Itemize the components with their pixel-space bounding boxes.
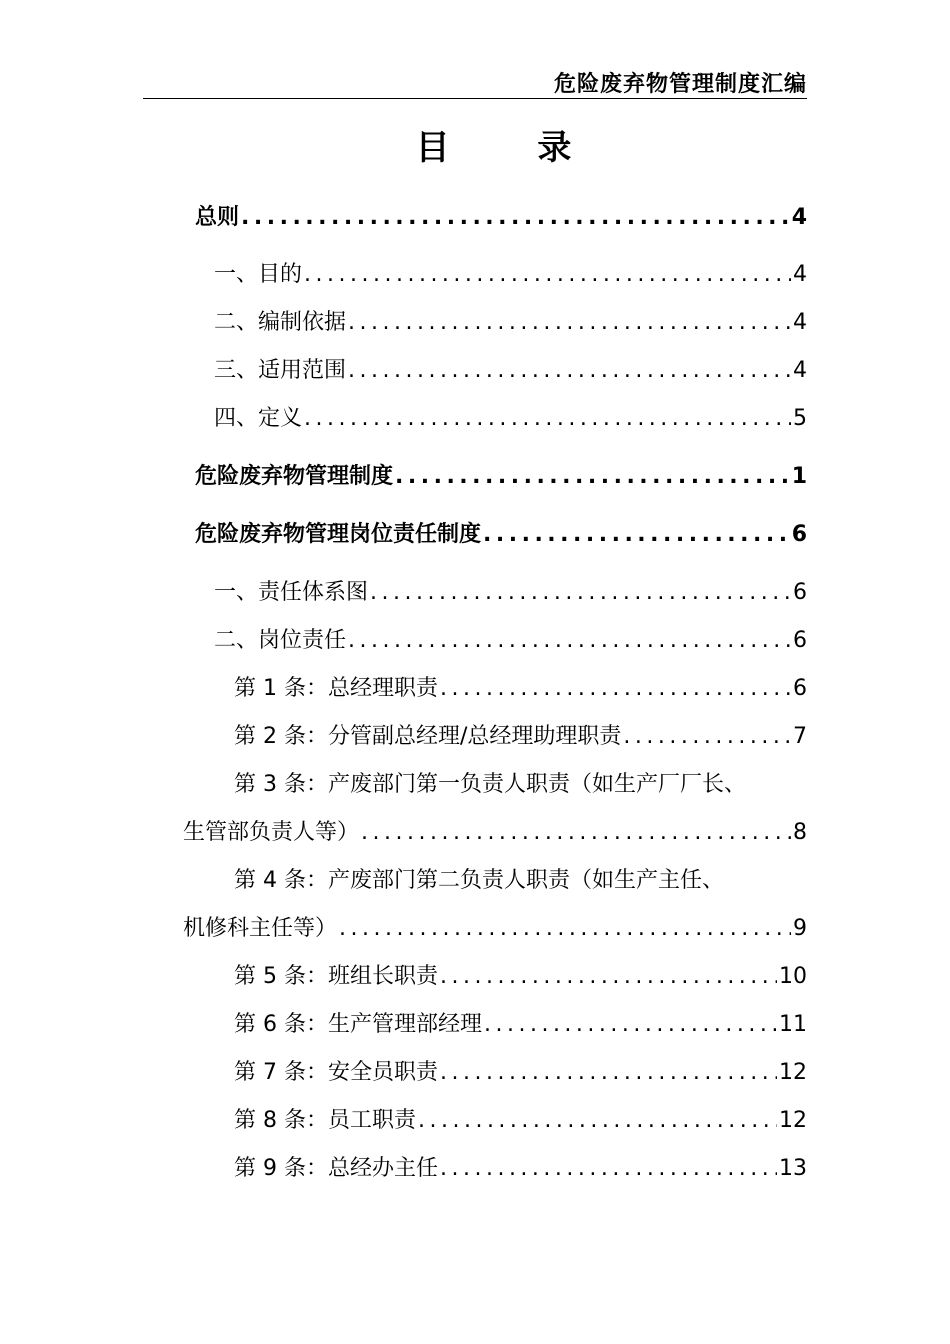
toc-entry-label: 第 5 条：班组长职责 bbox=[234, 964, 438, 989]
toc-entry-label: 二、岗位责任 bbox=[214, 628, 347, 653]
toc-page-number: 4 bbox=[793, 310, 807, 335]
toc-entry-label: 第 9 条：总经办主任 bbox=[234, 1156, 438, 1181]
toc-entry-label: 机修科主任等） bbox=[183, 916, 338, 941]
toc-entry-label: 一、目的 bbox=[214, 262, 303, 287]
toc-entry-label: 三、适用范围 bbox=[214, 358, 347, 383]
toc-entry-label: 第 1 条：总经理职责 bbox=[234, 676, 438, 701]
toc-dot-leader bbox=[370, 577, 791, 609]
toc-title: 目 录 bbox=[415, 128, 610, 168]
toc-page-number: 1 bbox=[791, 464, 807, 489]
toc-entry-label: 总则 bbox=[195, 205, 240, 230]
toc-entry-purpose[interactable] bbox=[214, 259, 807, 291]
toc-page-number: 6 bbox=[793, 628, 807, 653]
toc-entry-article-5[interactable] bbox=[234, 961, 807, 993]
toc-dot-leader bbox=[484, 1009, 777, 1041]
toc-page-number: 6 bbox=[791, 522, 807, 547]
toc-entry-article-7[interactable] bbox=[234, 1057, 807, 1089]
toc-entry-responsibility-chart[interactable] bbox=[214, 577, 807, 609]
toc-dot-leader bbox=[440, 961, 777, 993]
toc-page-number: 4 bbox=[793, 358, 807, 383]
toc-dot-leader bbox=[348, 355, 791, 387]
toc-page-number: 4 bbox=[791, 205, 807, 230]
toc-entry-label: 第 7 条：安全员职责 bbox=[234, 1060, 438, 1085]
toc-entry-responsibility-system[interactable] bbox=[195, 519, 807, 551]
toc-entry-basis[interactable] bbox=[214, 307, 807, 339]
toc-dot-leader bbox=[440, 1057, 777, 1089]
toc-entry-general-principles[interactable] bbox=[195, 202, 807, 234]
toc-entry-article-4[interactable] bbox=[183, 913, 807, 945]
toc-page-number: 9 bbox=[793, 916, 807, 941]
toc-dot-leader bbox=[304, 259, 791, 291]
toc-dot-leader bbox=[623, 721, 791, 753]
toc-entry-article-3[interactable] bbox=[183, 817, 807, 849]
toc-entry-article-1[interactable] bbox=[234, 673, 807, 705]
toc-entry-article-8[interactable] bbox=[234, 1105, 807, 1137]
toc-entry-label: 生管部负责人等） bbox=[183, 820, 360, 845]
toc-page-number: 10 bbox=[779, 964, 807, 989]
running-header-title: 危险废弃物管理制度汇编 bbox=[553, 72, 807, 97]
toc-entry-label: 危险废弃物管理岗位责任制度 bbox=[195, 522, 482, 547]
toc-dot-leader bbox=[483, 519, 790, 551]
toc-dot-leader bbox=[440, 1153, 777, 1185]
toc-page-number: 12 bbox=[779, 1108, 807, 1133]
toc-entry-label: 危险废弃物管理制度 bbox=[195, 464, 394, 489]
toc-dot-leader bbox=[348, 307, 791, 339]
toc-page-number: 7 bbox=[793, 724, 807, 749]
toc-entry-label: 一、责任体系图 bbox=[214, 580, 369, 605]
toc-entry-label: 二、编制依据 bbox=[214, 310, 347, 335]
toc-page-number: 13 bbox=[779, 1156, 807, 1181]
toc-page-number: 5 bbox=[793, 406, 807, 431]
toc-entry-article-9[interactable] bbox=[234, 1153, 807, 1185]
toc-page-number: 11 bbox=[779, 1012, 807, 1037]
toc-page-number: 12 bbox=[779, 1060, 807, 1085]
toc-dot-leader bbox=[304, 403, 791, 435]
toc-entry-article-3-line1[interactable]: 第 3 条：产废部门第一负责人职责（如生产厂厂长、 bbox=[234, 772, 746, 797]
toc-dot-leader bbox=[241, 202, 790, 234]
toc-entry-label: 第 2 条：分管副总经理/总经理助理职责 bbox=[234, 724, 622, 749]
toc-dot-leader bbox=[361, 817, 791, 849]
toc-entry-label: 四、定义 bbox=[214, 406, 303, 431]
toc-entry-article-2[interactable] bbox=[234, 721, 807, 753]
toc-entry-label: 第 8 条：员工职责 bbox=[234, 1108, 416, 1133]
toc-dot-leader bbox=[440, 673, 791, 705]
toc-dot-leader bbox=[348, 625, 791, 657]
toc-entry-management-system[interactable] bbox=[195, 461, 807, 493]
toc-entry-label: 第 6 条：生产管理部经理 bbox=[234, 1012, 482, 1037]
toc-page-number: 6 bbox=[793, 676, 807, 701]
toc-entry-post-responsibility[interactable] bbox=[214, 625, 807, 657]
toc-entry-article-4-line1[interactable]: 第 4 条：产废部门第二负责人职责（如生产主任、 bbox=[234, 868, 724, 893]
toc-page-number: 4 bbox=[793, 262, 807, 287]
toc-page-number: 6 bbox=[793, 580, 807, 605]
toc-entry-article-6[interactable] bbox=[234, 1009, 807, 1041]
toc-dot-leader bbox=[395, 461, 790, 493]
toc-entry-definitions[interactable] bbox=[214, 403, 807, 435]
toc-dot-leader bbox=[418, 1105, 777, 1137]
toc-page-number: 8 bbox=[793, 820, 807, 845]
toc-entry-scope[interactable] bbox=[214, 355, 807, 387]
toc-dot-leader bbox=[339, 913, 791, 945]
